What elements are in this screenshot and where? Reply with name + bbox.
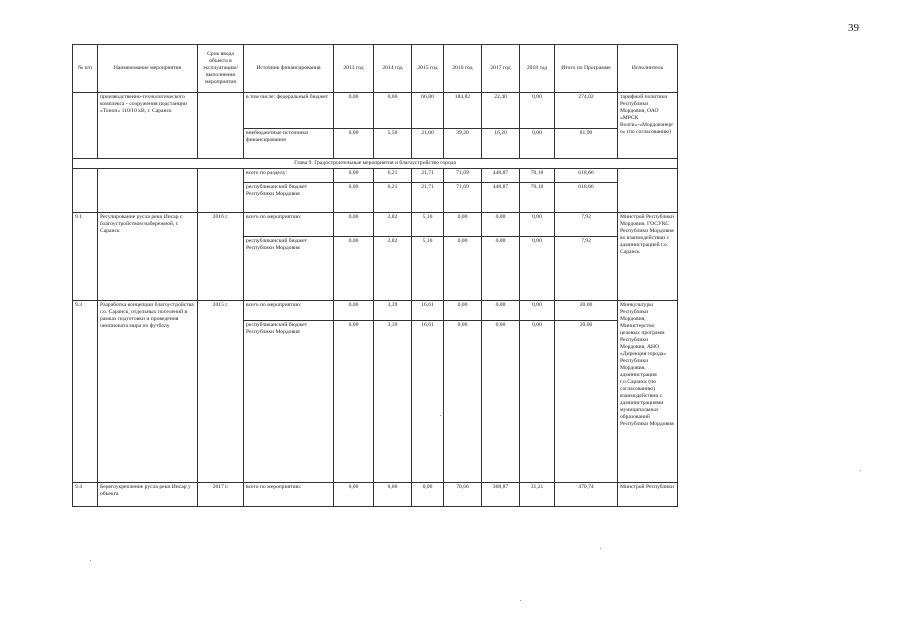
header-2017: 2017 год [482,45,520,93]
cell-2016: 0,00 [444,301,482,321]
cell-source: всего по мероприятию: [244,483,334,507]
cell-2013: 0,00 [334,321,374,483]
cell-term [198,169,244,213]
cell-2015: 21,71 [412,183,444,213]
cell-2018: 70,18 [520,169,555,183]
header-executor: Исполнитель [618,45,678,93]
cell-2014: 3,39 [374,301,412,321]
cell-source: республиканский бюджет Республики Мордовия [244,183,334,213]
cell-source: республиканский бюджет Республики Мордовия [244,237,334,301]
cell-term: 2015 г. [198,301,244,483]
cell-2013: 0,00 [334,129,374,159]
cell-2017: 448,87 [482,169,520,183]
cell-num: 9.1 [73,213,98,301]
table-header-row [73,45,678,93]
cell-num: 9.3 [73,301,98,483]
cell-num [73,169,98,213]
cell-2013: 0,00 [334,483,374,507]
cell-2015: 21,00 [412,129,444,159]
cell-2013: 0,00 [334,169,374,183]
cell-2016: 0,00 [444,213,482,237]
cell-total: 7,92 [555,213,618,237]
cell-2015: 0,00 [412,483,444,507]
cell-2018: 70,18 [520,183,555,213]
cell-2015: 16,61 [412,321,444,483]
cell-total: 618,66 [555,169,618,183]
cell-2017: 0,00 [482,213,520,237]
cell-2017: 0,00 [482,237,520,301]
table-row [73,483,678,507]
table-row [73,93,678,129]
cell-num [73,93,98,159]
header-2018: 2018 год [520,45,555,93]
cell-2017: 0,00 [482,321,520,483]
header-2015: 2015 год [412,45,444,93]
header-name: Наименование мероприятия [98,45,198,93]
cell-2016: 0,00 [444,237,482,301]
cell-2014: 3,39 [374,321,412,483]
cell-executor: Минстрой Республики Мордовия, ГОСУКС Республики Мордовия во взаимодействии с администрацией г.о. Саранск [618,213,678,301]
cell-2016: 39,20 [444,129,482,159]
cell-2013: 0,00 [334,213,374,237]
cell-2018: 0,00 [520,301,555,321]
cell-2017: 448,87 [482,183,520,213]
cell-executor [618,169,678,213]
cell-2013: 0,00 [334,183,374,213]
cell-2015: 16,61 [412,301,444,321]
cell-num: 9.4 [73,483,98,507]
cell-2016: 71,69 [444,169,482,183]
cell-2014: 2,82 [374,213,412,237]
cell-term: 2016 г. [198,213,244,301]
cell-2017: 0,00 [482,301,520,321]
cell-term [198,93,244,159]
cell-2013: 0,00 [334,237,374,301]
header-2016: 2016 год [444,45,482,93]
cell-2014: 0,00 [374,483,412,507]
table-row [73,301,678,321]
cell-executor: Минстрой Республики [618,483,678,507]
cell-2018: 31,21 [520,483,555,507]
scan-speck [90,560,91,561]
cell-2018: 0,00 [520,321,555,483]
cell-2015: 5,10 [412,213,444,237]
cell-2015: 21,71 [412,169,444,183]
cell-2016: 184,82 [444,93,482,129]
cell-2014: 5,50 [374,129,412,159]
cell-2015: 5,10 [412,237,444,301]
cell-total: 274,02 [555,93,618,129]
cell-2018: 0,00 [520,237,555,301]
cell-total: 20,00 [555,321,618,483]
cell-source: всего по мероприятию: [244,213,334,237]
cell-name: Берегоукрепление русла реки Инсар у объекта [98,483,198,507]
cell-executor: тарифной политики Республики Мордовия, ОАО «МРСК Волги»-«Мордовэнерго» (по согласованию) [618,93,678,159]
cell-2013: 0,00 [334,93,374,129]
header-2013: 2013 год [334,45,374,93]
cell-term: 2017 г. [198,483,244,507]
table-row [73,213,678,237]
chapter-heading-row [73,159,678,169]
cell-total: 470,74 [555,483,618,507]
cell-2016: 0,00 [444,321,482,483]
cell-2014: 0,00 [374,93,412,129]
header-2014: 2014 год [374,45,412,93]
cell-2014: 2,82 [374,237,412,301]
cell-2018: 0,00 [520,93,555,129]
cell-2017: 16,20 [482,129,520,159]
cell-2014: 6,21 [374,183,412,213]
cell-total: 7,92 [555,237,618,301]
cell-source: республиканский бюджет Республики Мордовия [244,321,334,483]
scan-speck [440,415,441,416]
scan-speck [520,600,521,601]
header-total: Итого по Программе [555,45,618,93]
cell-2016: 70,66 [444,483,482,507]
cell-executor: Минкультуры Республики Мордовия, Министерство целевых программ Республики Мордовия, АНО «Дирекция города» Республики Мордовия, администрация г.о.Саранск (по согласованию) взаимодействии с администрациями муниципальных образований Республики Мордовия [618,301,678,483]
scan-speck [600,548,601,549]
cell-2014: 6,21 [374,169,412,183]
table-row [73,169,678,183]
cell-source: всего по разделу: [244,169,334,183]
cell-total: 20,00 [555,301,618,321]
cell-2017: 22,40 [482,93,520,129]
header-num: № п/п [73,45,98,93]
cell-total: 81,90 [555,129,618,159]
page-number: 39 [848,22,859,34]
cell-2017: 368,87 [482,483,520,507]
cell-2015: 66,80 [412,93,444,129]
cell-name: производственно-технологического комплекса - сооружения подстанции «Тоноп» 110/10 кВ, г. Саранск [98,93,198,159]
cell-2016: 71,69 [444,183,482,213]
cell-total: 618,66 [555,183,618,213]
cell-name: Регулирование русла реки Инсар с благоустройством набережной, г. Саранск [98,213,198,301]
cell-2018: 0,00 [520,213,555,237]
header-source: Источник финансирования [244,45,334,93]
program-table [72,44,678,507]
cell-2018: 0,00 [520,129,555,159]
cell-name: Разработка концепции благоустройства г.о. Саранск, отдельных поселений в рамках подготовки и проведения чемпионата мира по футболу [98,301,198,483]
chapter-heading: Глава 9. Градостроительные мероприятия и благоустройство города [73,159,678,169]
cell-source: всего по мероприятию: [244,301,334,321]
cell-source: в том числе: федеральный бюджет [244,93,334,129]
cell-source: внебюджетные источники финансирования [244,129,334,159]
scan-speck [860,470,861,471]
header-term: Срок ввода объекта в эксплуатацию/ выполнения мероприятия [198,45,244,93]
cell-2013: 0,00 [334,301,374,321]
cell-name [98,169,198,213]
